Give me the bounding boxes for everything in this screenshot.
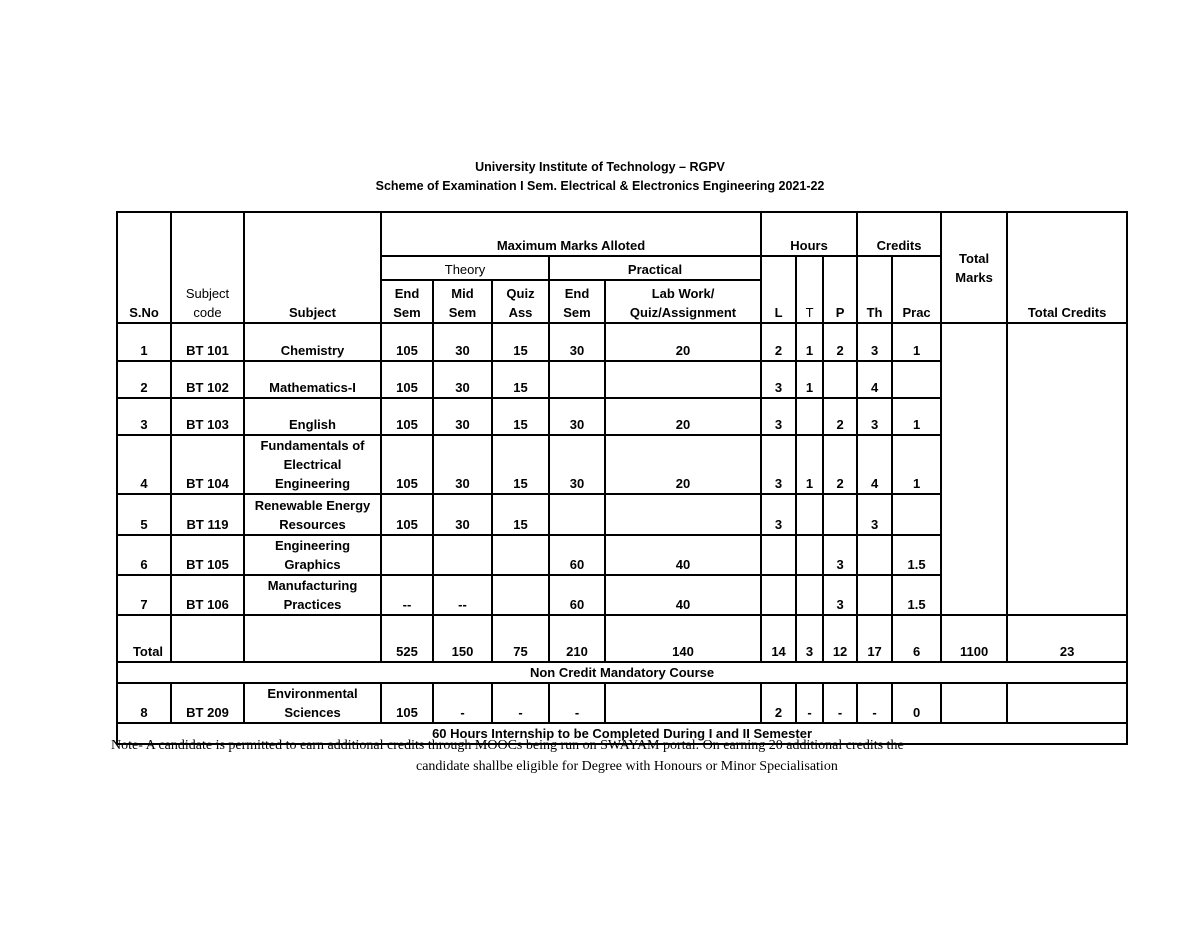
row-practical-end (549, 494, 605, 535)
row-code: BT 102 (171, 361, 244, 398)
row-credits-th: 4 (857, 361, 892, 398)
theory-quiz-header: Quiz Ass (492, 280, 549, 323)
row8-total-credits-empty (1007, 683, 1127, 723)
total-marks-value: 1100 (941, 615, 1007, 662)
row-code: BT 103 (171, 398, 244, 435)
row-theory-mid: -- (433, 575, 492, 615)
hours-t-header: T (796, 256, 823, 323)
row-practical-lab (605, 683, 761, 723)
row-theory-end: 105 (381, 398, 433, 435)
row-subject: Chemistry (244, 323, 381, 361)
non-credit-heading: Non Credit Mandatory Course (117, 662, 1127, 683)
row-hours-l: 3 (761, 361, 796, 398)
row-hours-p (823, 494, 857, 535)
row-theory-end: 105 (381, 435, 433, 494)
row-hours-p: - (823, 683, 857, 723)
total-marks-header: Total Marks (941, 212, 1007, 323)
row-hours-l: 3 (761, 398, 796, 435)
row-hours-p: 3 (823, 575, 857, 615)
row-sno: 1 (117, 323, 171, 361)
row-theory-quiz (492, 575, 549, 615)
row-theory-quiz: - (492, 683, 549, 723)
document-subtitle: Scheme of Examination I Sem. Electrical & Electronics Engineering 2021-22 (375, 179, 825, 193)
subject-header: Subject (244, 212, 381, 323)
row-sno: 6 (117, 535, 171, 575)
row-hours-p: 2 (823, 435, 857, 494)
row-sno: 3 (117, 398, 171, 435)
row-credits-th: 3 (857, 494, 892, 535)
row-sno: 4 (117, 435, 171, 494)
row-credits-th: - (857, 683, 892, 723)
row-credits-prac: 1 (892, 435, 941, 494)
row-credits-prac: 0 (892, 683, 941, 723)
row-hours-l: 2 (761, 683, 796, 723)
row-practical-end: 30 (549, 398, 605, 435)
table-row (117, 323, 1127, 361)
row-practical-end: 60 (549, 535, 605, 575)
row-hours-l: 3 (761, 435, 796, 494)
row-subject: Manufacturing Practices (244, 575, 381, 615)
row-theory-quiz: 15 (492, 494, 549, 535)
footnote-line-1: Note- A candidate is permitted to earn additional credits through MOOCs being run on SWAYAM portal. On earning 20 additional credits the (111, 738, 904, 753)
row-hours-t: - (796, 683, 823, 723)
non-credit-row (117, 662, 1127, 683)
row-practical-lab: 20 (605, 398, 761, 435)
row-credits-th: 3 (857, 323, 892, 361)
row-sno: 7 (117, 575, 171, 615)
theory-header: Theory (381, 256, 549, 280)
row-hours-t (796, 535, 823, 575)
row8-total-marks-empty (941, 683, 1007, 723)
internship-note: 60 Hours Internship to be Completed During I and II Semester (117, 723, 1127, 744)
row-subject: Mathematics-I (244, 361, 381, 398)
practical-header: Practical (549, 256, 761, 280)
row-practical-end: - (549, 683, 605, 723)
row-theory-mid: - (433, 683, 492, 723)
row-hours-l (761, 535, 796, 575)
row-subject: Fundamentals of Electrical Engineering (244, 435, 381, 494)
total-credits-header: Total Credits (1007, 212, 1127, 323)
sno-header: S.No (117, 212, 171, 323)
row-code: BT 106 (171, 575, 244, 615)
row-hours-p (823, 361, 857, 398)
total-marks-empty-cell (941, 323, 1007, 615)
row-practical-end (549, 361, 605, 398)
row-theory-quiz: 15 (492, 398, 549, 435)
total-practical-lab: 140 (605, 615, 761, 662)
row-practical-lab: 20 (605, 435, 761, 494)
row-subject: Environmental Sciences (244, 683, 381, 723)
row-practical-end: 60 (549, 575, 605, 615)
document-title: University Institute of Technology – RGPV (475, 160, 725, 174)
examination-scheme-table (116, 211, 1128, 745)
total-hours-p: 12 (823, 615, 857, 662)
header-row-1 (117, 212, 1127, 256)
total-practical-end: 210 (549, 615, 605, 662)
hours-header: Hours (761, 212, 857, 256)
row-hours-p: 2 (823, 323, 857, 361)
row-practical-end: 30 (549, 323, 605, 361)
hours-l-header: L (761, 256, 796, 323)
row-practical-lab: 40 (605, 575, 761, 615)
row-credits-prac: 1 (892, 323, 941, 361)
total-subject-empty (244, 615, 381, 662)
row-theory-quiz: 15 (492, 323, 549, 361)
row-theory-mid (433, 535, 492, 575)
row-theory-mid: 30 (433, 398, 492, 435)
total-credits-th: 17 (857, 615, 892, 662)
row-hours-t (796, 494, 823, 535)
row-theory-end (381, 535, 433, 575)
row-hours-t (796, 398, 823, 435)
row-credits-th: 3 (857, 398, 892, 435)
row-theory-mid: 30 (433, 361, 492, 398)
row-credits-th (857, 535, 892, 575)
row-theory-end: 105 (381, 683, 433, 723)
row-practical-lab (605, 361, 761, 398)
row-theory-quiz: 15 (492, 435, 549, 494)
credits-prac-header: Prac (892, 256, 941, 323)
row-hours-t: 1 (796, 435, 823, 494)
row-theory-end: 105 (381, 323, 433, 361)
row-subject: Engineering Graphics (244, 535, 381, 575)
row-theory-end: 105 (381, 361, 433, 398)
total-credits-empty-cell (1007, 323, 1127, 615)
practical-end-sem-header: End Sem (549, 280, 605, 323)
credits-header: Credits (857, 212, 941, 256)
total-hours-t: 3 (796, 615, 823, 662)
row-hours-l: 3 (761, 494, 796, 535)
hours-p-header: P (823, 256, 857, 323)
row-sno: 5 (117, 494, 171, 535)
row-credits-th (857, 575, 892, 615)
row-credits-th: 4 (857, 435, 892, 494)
row-practical-lab: 20 (605, 323, 761, 361)
row-sno: 8 (117, 683, 171, 723)
row-credits-prac: 1.5 (892, 535, 941, 575)
credits-th-header: Th (857, 256, 892, 323)
theory-end-sem-header: End Sem (381, 280, 433, 323)
footnote-line-2: candidate shallbe eligible for Degree with Honours or Minor Specialisation (416, 759, 838, 774)
row-sno: 2 (117, 361, 171, 398)
row-theory-mid: 30 (433, 323, 492, 361)
total-row (117, 615, 1127, 662)
practical-lab-header: Lab Work/ Quiz/Assignment (605, 280, 761, 323)
row-hours-t: 1 (796, 323, 823, 361)
total-hours-l: 14 (761, 615, 796, 662)
row-theory-quiz (492, 535, 549, 575)
total-credits-prac: 6 (892, 615, 941, 662)
row-hours-t: 1 (796, 361, 823, 398)
row-subject: Renewable Energy Resources (244, 494, 381, 535)
row-theory-mid: 30 (433, 494, 492, 535)
row-practical-lab: 40 (605, 535, 761, 575)
row-code: BT 105 (171, 535, 244, 575)
row-theory-mid: 30 (433, 435, 492, 494)
total-code-empty (171, 615, 244, 662)
total-theory-end: 525 (381, 615, 433, 662)
subject-code-header: Subject code (171, 212, 244, 323)
row-practical-lab (605, 494, 761, 535)
row-code: BT 209 (171, 683, 244, 723)
row-hours-t (796, 575, 823, 615)
row-credits-prac: 1.5 (892, 575, 941, 615)
row-practical-end: 30 (549, 435, 605, 494)
row-hours-l (761, 575, 796, 615)
theory-mid-sem-header: Mid Sem (433, 280, 492, 323)
row-theory-end: -- (381, 575, 433, 615)
table-row (117, 683, 1127, 723)
row-hours-l: 2 (761, 323, 796, 361)
row-credits-prac (892, 494, 941, 535)
row-code: BT 101 (171, 323, 244, 361)
row-code: BT 119 (171, 494, 244, 535)
row-subject: English (244, 398, 381, 435)
row-hours-p: 3 (823, 535, 857, 575)
total-label: Total (117, 615, 171, 662)
total-theory-quiz: 75 (492, 615, 549, 662)
row-credits-prac: 1 (892, 398, 941, 435)
row-code: BT 104 (171, 435, 244, 494)
max-marks-header: Maximum Marks Alloted (381, 212, 761, 256)
row-theory-end: 105 (381, 494, 433, 535)
row-hours-p: 2 (823, 398, 857, 435)
row-credits-prac (892, 361, 941, 398)
total-theory-mid: 150 (433, 615, 492, 662)
row-theory-quiz: 15 (492, 361, 549, 398)
total-credits-value: 23 (1007, 615, 1127, 662)
